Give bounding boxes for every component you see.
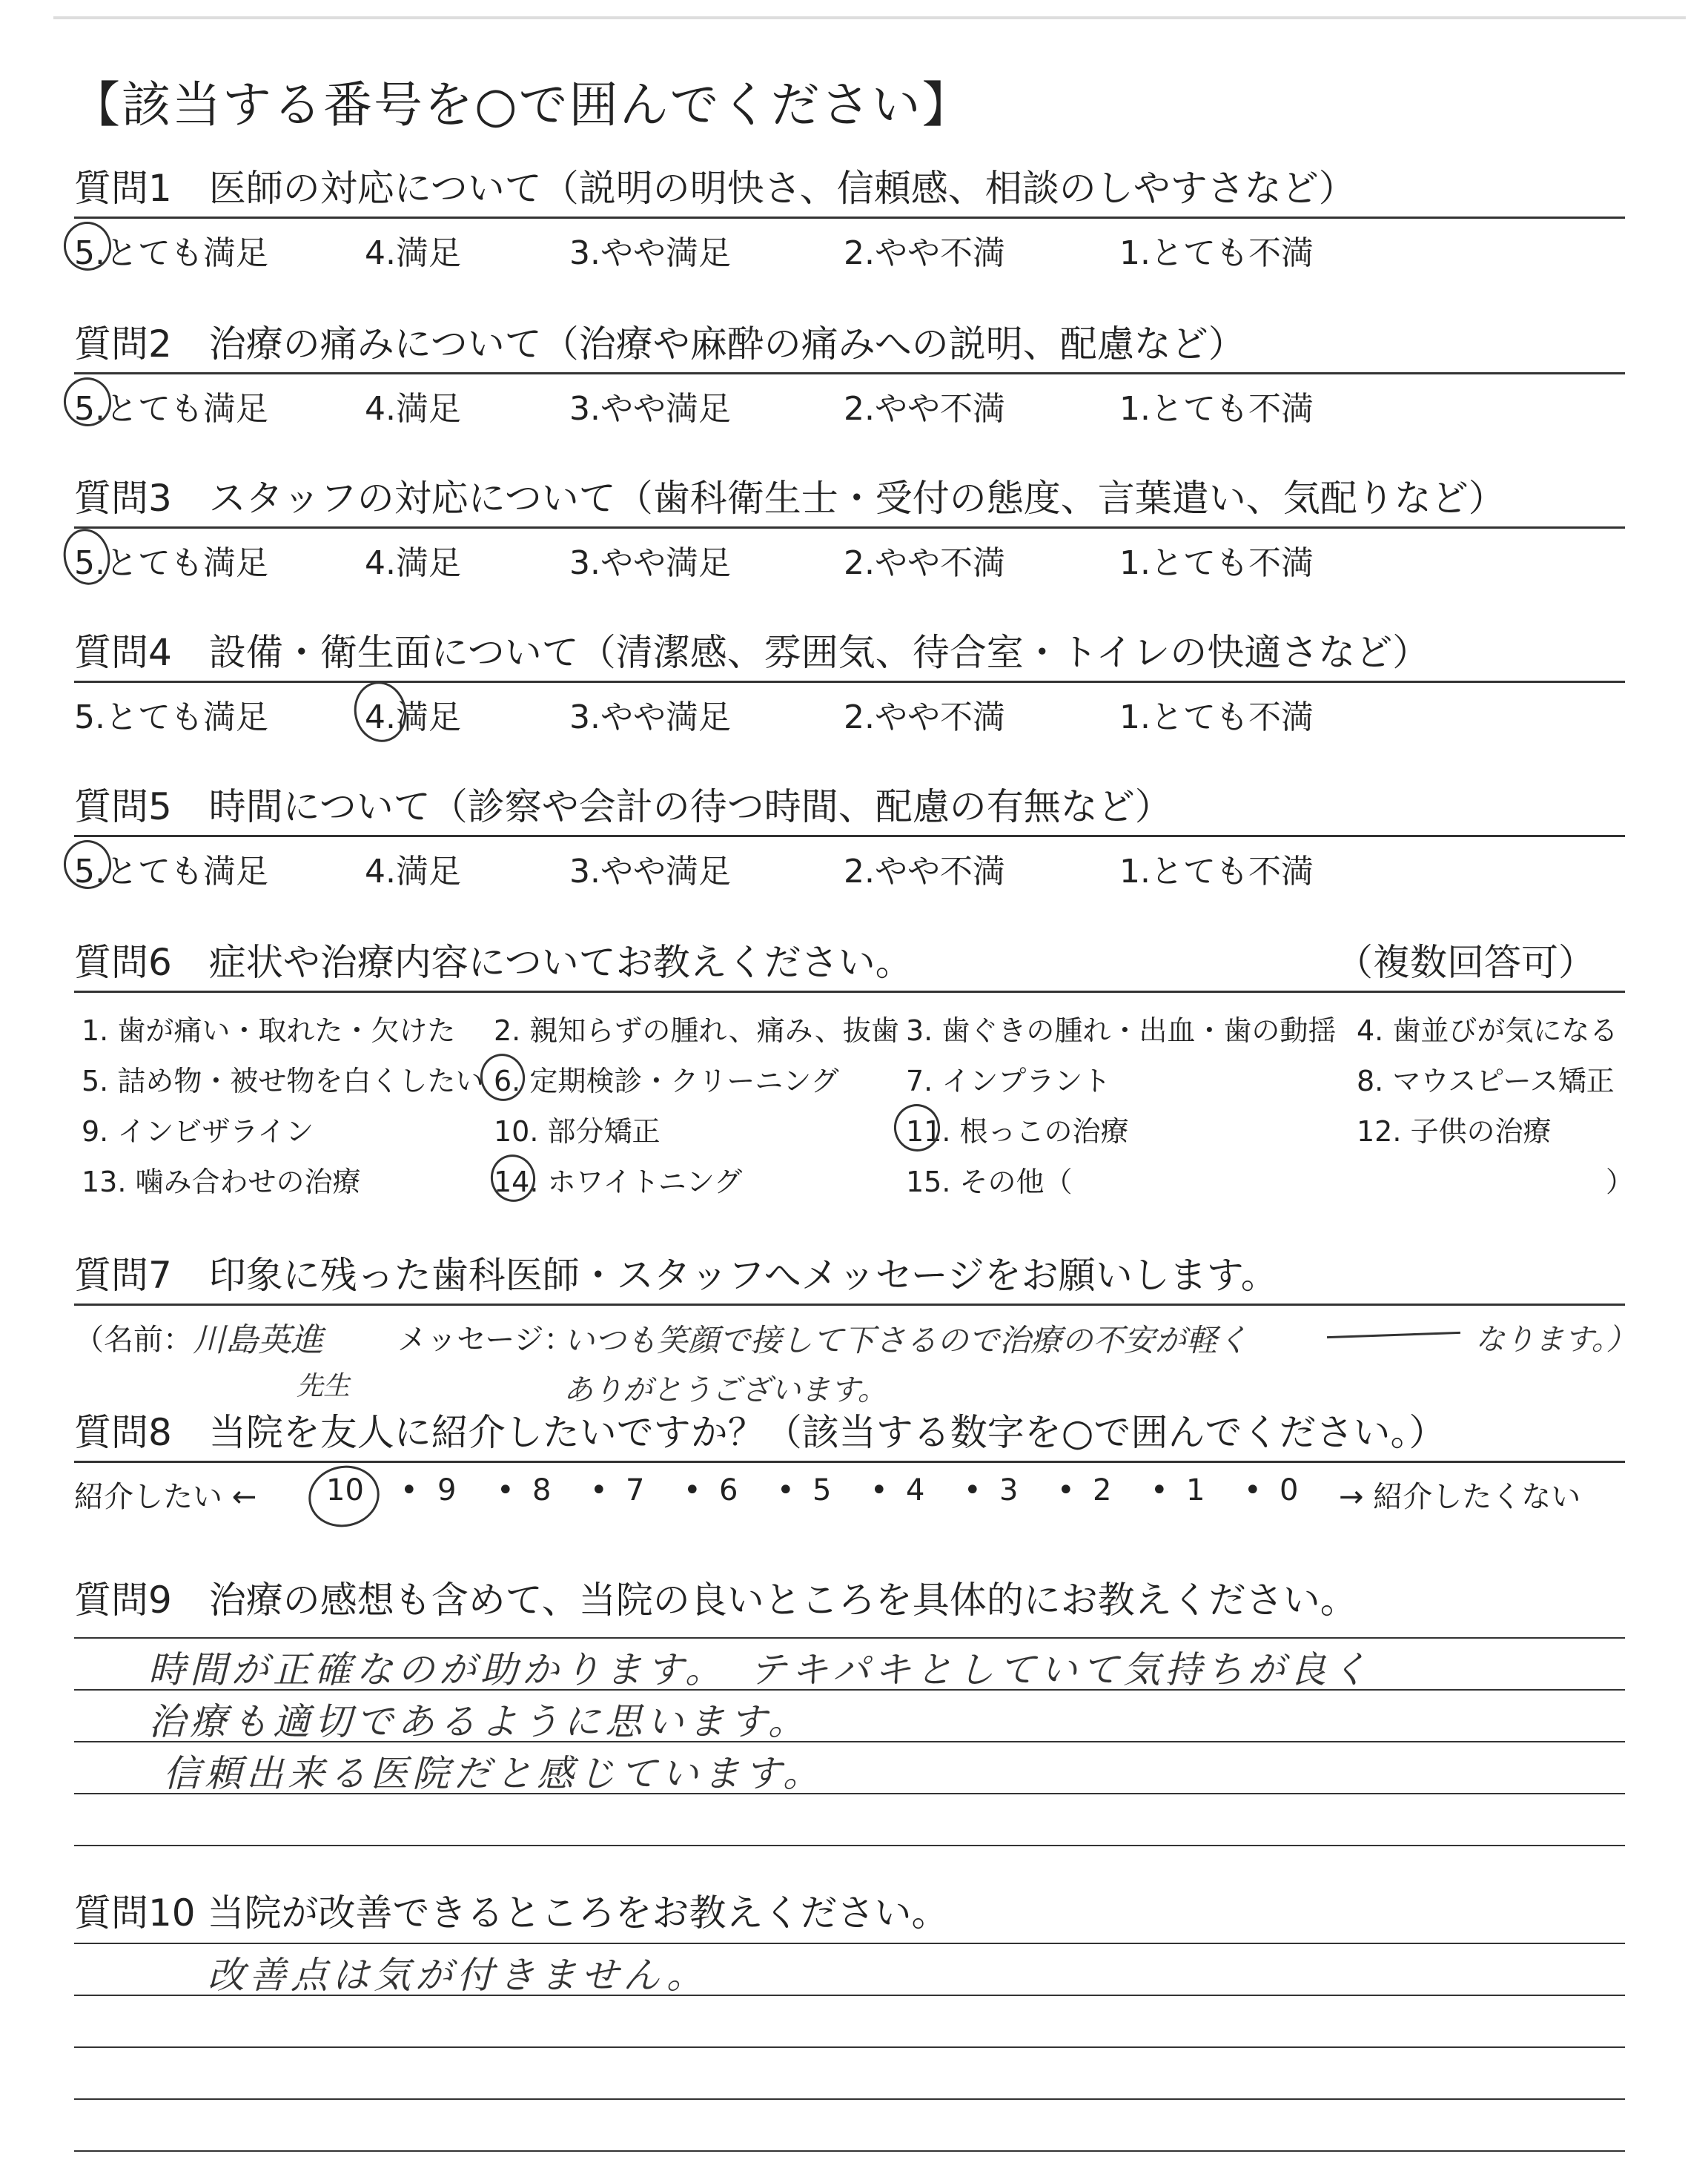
option-1[interactable]: 1.とても不満 [1119, 853, 1314, 891]
top-edge-line [53, 16, 1686, 19]
option-3[interactable]: 3.やや満足 [569, 698, 731, 736]
message-text-line1[interactable]: いつも笑顔で接して下さるので治療の不安が軽く [563, 1322, 1249, 1358]
question-5 [74, 783, 1625, 891]
option-5[interactable]: 5.とても満足 [74, 234, 268, 272]
question-heading: 質問2 治療の痛みについて（治療や麻酔の痛みへの説明、配慮など） [74, 323, 1245, 366]
question-6 [74, 939, 1635, 1200]
option-4[interactable]: 4.満足 [365, 853, 461, 891]
answer-line-3[interactable]: 信頼出来る医院だと感じています。 [163, 1752, 824, 1795]
option-2[interactable]: 2.やや不満 [844, 390, 1005, 428]
ruled-line [74, 2098, 1625, 2100]
scale-dot: • [497, 1473, 514, 1507]
scale-dot: • [400, 1473, 418, 1507]
question-4 [74, 629, 1625, 736]
question-heading: 質問1 医師の対応について（説明の明快さ、信頼感、相談のしやすさなど） [74, 167, 1356, 210]
rating-options [74, 219, 1625, 272]
symptom-option-9[interactable]: 9. インビザライン [82, 1115, 314, 1148]
question-heading: 質問8 当院を友人に紹介したいですか？（該当する数字を○で囲んでください。） [74, 1411, 1446, 1454]
scale-value-2[interactable]: 2 [1093, 1473, 1112, 1507]
rating-options [74, 837, 1625, 891]
symptom-option-11[interactable]: 11. 根っこの治療 [906, 1115, 1129, 1148]
option-5[interactable]: 5.とても満足 [74, 698, 268, 736]
option-3[interactable]: 3.やや満足 [569, 544, 731, 582]
symptom-options [74, 993, 1635, 1200]
symptom-option-7[interactable]: 7. インプラント [906, 1065, 1111, 1097]
scale-dot: • [590, 1473, 608, 1507]
rating-options [74, 374, 1625, 428]
scale-value-6[interactable]: 6 [719, 1473, 738, 1507]
message-text-line2[interactable]: ありがとうございます。 [563, 1373, 887, 1407]
option-1[interactable]: 1.とても不満 [1119, 544, 1314, 582]
strikethrough [1327, 1332, 1460, 1338]
question-heading [74, 939, 1625, 986]
question-heading: 質問5 時間について（診察や会計の待つ時間、配慮の有無など） [74, 785, 1172, 828]
staff-title: 先生 [297, 1371, 351, 1401]
option-1[interactable]: 1.とても不満 [1119, 234, 1314, 272]
question-8 [74, 1409, 1625, 1515]
question-3 [74, 475, 1625, 582]
scale-value-3[interactable]: 3 [999, 1473, 1019, 1507]
option-1[interactable]: 1.とても不満 [1119, 698, 1314, 736]
option-2[interactable]: 2.やや不満 [844, 698, 1005, 736]
option-2[interactable]: 2.やや不満 [844, 853, 1005, 891]
scale-dot: • [870, 1473, 888, 1507]
scale-value-10[interactable]: 10 [326, 1473, 364, 1507]
question-heading: 質問4 設備・衛生面について（清潔感、雰囲気、待合室・トイレの快適さなど） [74, 631, 1430, 674]
multiple-answer-note: （複数回答可） [1336, 941, 1595, 984]
option-2[interactable]: 2.やや不満 [844, 234, 1005, 272]
answer-lines [74, 1624, 1625, 1891]
scale-dot: • [964, 1473, 982, 1507]
scale-value-7[interactable]: 7 [626, 1473, 645, 1507]
symptom-option-13[interactable]: 13. 噛み合わせの治療 [82, 1166, 361, 1198]
symptom-option-6[interactable]: 6. 定期検診・クリーニング [494, 1065, 839, 1097]
scale-left-label: 紹介したい ← [74, 1480, 257, 1514]
scale-dot: • [1151, 1473, 1168, 1507]
option-5[interactable]: 5.とても満足 [74, 853, 268, 891]
question-9 [74, 1576, 1625, 1891]
symptom-option-14[interactable]: 14. ホワイトニング [494, 1166, 743, 1198]
symptom-option-15[interactable]: 15. その他（ [906, 1166, 1073, 1198]
scale-dot: • [777, 1473, 795, 1507]
answer-lines [74, 1937, 1625, 2174]
scale-dot: • [683, 1473, 701, 1507]
question-heading: 質問7 印象に残った歯科医師・スタッフへメッセージをお願いします。 [74, 1254, 1278, 1297]
option-2[interactable]: 2.やや不満 [844, 544, 1005, 582]
symptom-option-2[interactable]: 2. 親知らずの腫れ、痛み、抜歯 [494, 1014, 899, 1047]
question-heading: 質問10 当院が改善できるところをお教えください。 [74, 1891, 949, 1935]
ruled-line [74, 1637, 1625, 1639]
rating-options [74, 529, 1625, 582]
question-2 [74, 320, 1625, 428]
option-3[interactable]: 3.やや満足 [569, 234, 731, 272]
symptom-option-1[interactable]: 1. 歯が痛い・取れた・欠けた [82, 1014, 456, 1047]
ruled-line [74, 1943, 1625, 1944]
symptom-option-8[interactable]: 8. マウスピース矯正 [1357, 1065, 1615, 1097]
symptom-option-10[interactable]: 10. 部分矯正 [494, 1115, 661, 1148]
recommend-scale [74, 1463, 1625, 1515]
option-4[interactable]: 4.満足 [365, 390, 461, 428]
option-4[interactable]: 4.満足 [365, 234, 461, 272]
question-10 [74, 1889, 1625, 2174]
scale-value-4[interactable]: 4 [906, 1473, 925, 1507]
option-5[interactable]: 5.とても満足 [74, 390, 268, 428]
message-text-line1-end: なります。） [1475, 1323, 1636, 1357]
message-area [74, 1306, 1636, 1417]
question-1 [74, 165, 1625, 272]
scale-value-9[interactable]: 9 [437, 1473, 457, 1507]
option-5[interactable]: 5.とても満足 [74, 544, 268, 582]
scale-value-1[interactable]: 1 [1186, 1473, 1205, 1507]
symptom-option-12[interactable]: 12. 子供の治療 [1357, 1115, 1552, 1148]
question-heading-text: 質問6 症状や治療内容についてお教えください。 [74, 941, 913, 984]
staff-name[interactable]: 川島英進 [193, 1321, 323, 1359]
ruled-line [74, 1845, 1625, 1846]
scale-value-8[interactable]: 8 [532, 1473, 552, 1507]
option-3[interactable]: 3.やや満足 [569, 390, 731, 428]
ruled-line [74, 2150, 1625, 2152]
symptom-option-5[interactable]: 5. 詰め物・被せ物を白くしたい [82, 1065, 484, 1097]
option-3[interactable]: 3.やや満足 [569, 853, 731, 891]
symptom-option-4[interactable]: 4. 歯並びが気になる [1357, 1014, 1618, 1047]
scale-right-label: → 紹介したくない [1339, 1480, 1581, 1514]
option-4[interactable]: 4.満足 [365, 698, 461, 736]
rating-options [74, 683, 1625, 736]
message-label: メッセージ： [397, 1323, 574, 1357]
scale-value-5[interactable]: 5 [812, 1473, 832, 1507]
ruled-line [74, 2046, 1625, 2048]
symptom-option-3[interactable]: 3. 歯ぐきの腫れ・出血・歯の動揺 [906, 1014, 1337, 1047]
option-4[interactable]: 4.満足 [365, 544, 461, 582]
question-heading: 質問3 スタッフの対応について（歯科衛生士・受付の態度、言葉遣い、気配りなど） [74, 477, 1506, 520]
other-close-paren: ） [1606, 1166, 1635, 1198]
page-title: 【該当する番号を○で囲んでください】 [71, 76, 973, 133]
scale-dot: • [1244, 1473, 1262, 1507]
question-heading: 質問9 治療の感想も含めて、当院の良いところを具体的にお教えください。 [74, 1579, 1357, 1622]
scale-dot: • [1057, 1473, 1075, 1507]
question-7 [74, 1252, 1636, 1417]
name-label: （名前： [74, 1323, 193, 1357]
answer-line-1[interactable]: 時間が正確なのが助かります。 テキパキとしていて気持ちが良く [148, 1648, 1372, 1691]
answer-line-1[interactable]: 改善点は気が付きません。 [208, 1954, 708, 1997]
option-1[interactable]: 1.とても不満 [1119, 390, 1314, 428]
answer-line-2[interactable]: 治療も適切であるように思います。 [148, 1700, 810, 1743]
scale-value-0[interactable]: 0 [1280, 1473, 1299, 1507]
